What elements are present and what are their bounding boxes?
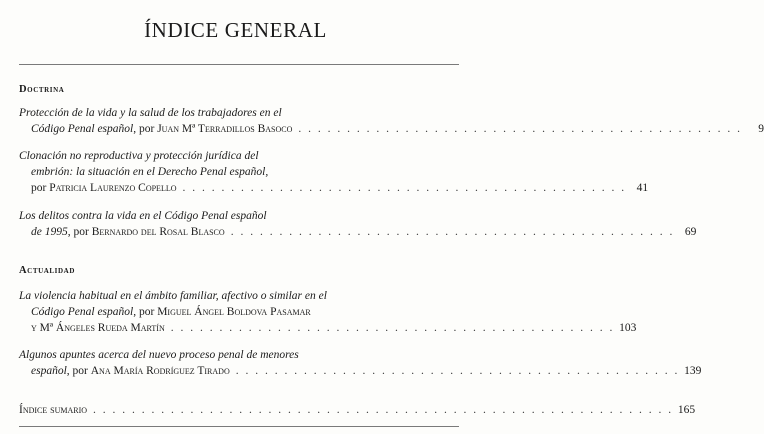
entry-title: de 1995 xyxy=(31,226,68,238)
toc-entry[interactable] xyxy=(19,105,764,137)
entry-by: por xyxy=(31,182,50,194)
entry-by: , por xyxy=(133,306,158,318)
entry-author: Miguel Ángel Boldova Pasamar xyxy=(157,306,311,318)
toc-entry[interactable] xyxy=(19,288,637,336)
top-divider xyxy=(19,64,459,65)
entry-title: Código Penal español xyxy=(31,123,134,135)
entry-title: Clonación no reproductiva y protección jurídica del xyxy=(19,150,259,162)
dot-leader: . . . . . . . . . . . . . . . . . . . . . . . . . . . . . . . . . . . . . . . . . . . . . . xyxy=(298,123,743,135)
entry-by: , por xyxy=(133,123,158,135)
entry-page-number: 9 xyxy=(758,123,764,135)
entry-title: Código Penal español xyxy=(31,306,134,318)
entry-author: Patricia Laurenzo Copello xyxy=(49,182,177,194)
entry-title: Algunos apuntes acerca del nuevo proceso penal de menores xyxy=(19,349,299,361)
dot-leader: . . . . . . . . . . . . . . . . . . . . . . . . . . . . . . . . . . . . . . . . . . . . . . xyxy=(230,226,675,238)
entry-by: , por xyxy=(66,365,91,377)
entry-title: embrión: la situación en el Derecho Penal español, xyxy=(31,166,269,178)
entry-page-number: 69 xyxy=(684,226,697,238)
dot-leader: . . . . . . . . . . . . . . . . . . . . . . . . . . . . . . . . . . . . . . . . . . . . . . xyxy=(235,365,680,377)
entry-author: Bernardo del Rosal Blasco xyxy=(91,226,225,238)
entry-title: Los delitos contra la vida en el Código Penal español xyxy=(19,210,267,222)
toc-entry[interactable] xyxy=(19,148,649,196)
entry-author: y Mª Ángeles Rueda Martín xyxy=(31,322,165,334)
entry-title: español xyxy=(31,365,67,377)
toc-entry[interactable] xyxy=(19,347,702,379)
entry-page-number: 139 xyxy=(684,365,702,377)
toc-entry-summary[interactable] xyxy=(19,402,696,418)
entry-page-number: 165 xyxy=(677,404,696,416)
entry-by: , por xyxy=(67,226,92,238)
page-title: ÍNDICE GENERAL xyxy=(144,18,327,42)
bottom-divider xyxy=(19,426,459,427)
section-heading-actualidad: Actualidad xyxy=(19,265,75,276)
toc-entry[interactable] xyxy=(19,208,697,240)
entry-title: Protección de la vida y la salud de los trabajadores en el xyxy=(19,107,282,119)
entry-page-number: 41 xyxy=(636,182,649,194)
entry-author: Ana María Rodríguez Tirado xyxy=(90,365,230,377)
section-heading-doctrina: Doctrina xyxy=(19,84,65,95)
entry-author: Juan Mª Terradillos Basoco xyxy=(157,123,293,135)
dot-leader: . . . . . . . . . . . . . . . . . . . . . . . . . . . . . . . . . . . . . . . . . . . . . . . . . . . . . . . . . . . . xyxy=(93,404,674,416)
dot-leader: . . . . . . . . . . . . . . . . . . . . . . . . . . . . . . . . . . . . . . . . . . . . . . xyxy=(170,322,615,334)
entry-page-number: 103 xyxy=(619,322,637,334)
dot-leader: . . . . . . . . . . . . . . . . . . . . . . . . . . . . . . . . . . . . . . . . . . . . . . xyxy=(182,182,627,194)
entry-title: La violencia habitual en el ámbito familiar, afectivo o similar en el xyxy=(19,290,327,302)
summary-label: Índice sumario xyxy=(19,404,88,416)
